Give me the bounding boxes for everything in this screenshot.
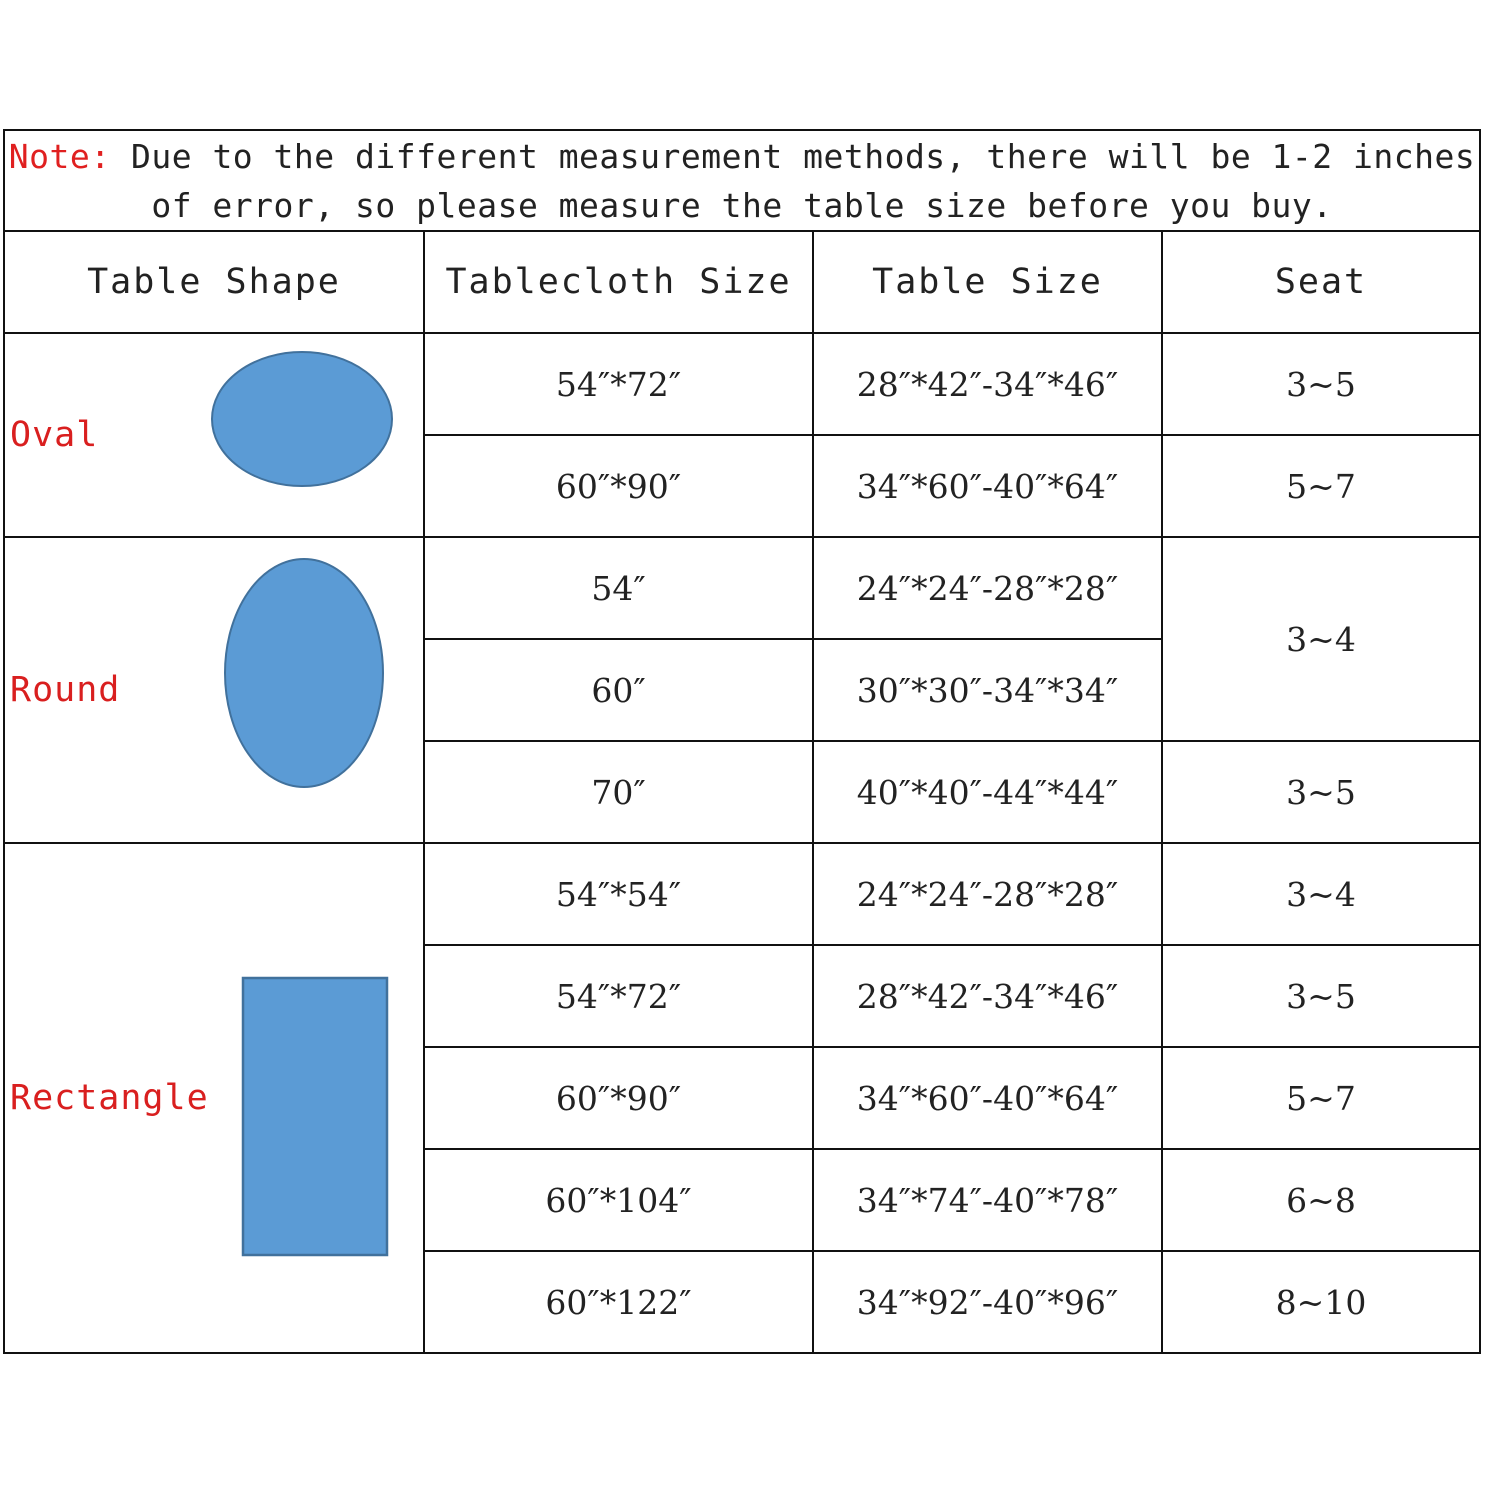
size-chart [3,129,1479,1352]
shape-name-oval: Oval [10,415,99,455]
table-size-cell: 34″*74″-40″*78″ [813,1149,1162,1251]
tablecloth-size-cell: 54″*72″ [424,945,813,1047]
header-table-size: Table Size [813,231,1162,333]
seat-cell: 3~4 [1162,537,1480,741]
round-shape-icon [222,556,386,790]
tablecloth-size-cell: 60″*90″ [424,435,813,537]
seat-cell: 6~8 [1162,1149,1480,1251]
seat-cell: 3~5 [1162,741,1480,843]
table-row [4,333,1480,435]
table-size-cell: 30″*30″-34″*34″ [813,639,1162,741]
shape-cell-rectangle [4,843,424,1353]
seat-cell: 3~5 [1162,333,1480,435]
header-tablecloth-size: Tablecloth Size [424,231,813,333]
seat-cell: 5~7 [1162,435,1480,537]
oval-shape-icon [209,349,395,489]
header-row [4,231,1480,333]
tablecloth-size-cell: 70″ [424,741,813,843]
note-label: Note: [8,136,111,176]
table-row [4,537,1480,639]
table-row [4,843,1480,945]
note-cell [4,130,1480,231]
tablecloth-size-cell: 54″ [424,537,813,639]
seat-cell: 5~7 [1162,1047,1480,1149]
table-size-cell: 34″*92″-40″*96″ [813,1251,1162,1353]
table-size-cell: 28″*42″-34″*46″ [813,333,1162,435]
header-seat: Seat [1162,231,1480,333]
note-row [4,130,1480,231]
seat-cell: 3~4 [1162,843,1480,945]
table-size-cell: 28″*42″-34″*46″ [813,945,1162,1047]
rectangle-shape-icon [241,976,389,1257]
size-table [3,129,1481,1354]
tablecloth-size-cell: 60″*122″ [424,1251,813,1353]
shape-name-round: Round [10,670,121,710]
note-text: Due to the different measurement methods, there will be 1-2 inches of error, so please measure the table size before you buy. [130,136,1476,225]
table-size-cell: 40″*40″-44″*44″ [813,741,1162,843]
seat-cell: 8~10 [1162,1251,1480,1353]
table-size-cell: 24″*24″-28″*28″ [813,537,1162,639]
shape-name-rectangle: Rectangle [10,1078,209,1118]
table-size-cell: 24″*24″-28″*28″ [813,843,1162,945]
tablecloth-size-cell: 60″ [424,639,813,741]
shape-cell-round [4,537,424,843]
tablecloth-size-cell: 60″*104″ [424,1149,813,1251]
header-table-shape: Table Shape [4,231,424,333]
seat-cell: 3~5 [1162,945,1480,1047]
table-size-cell: 34″*60″-40″*64″ [813,435,1162,537]
shape-cell-oval [4,333,424,537]
table-size-cell: 34″*60″-40″*64″ [813,1047,1162,1149]
tablecloth-size-cell: 54″*54″ [424,843,813,945]
tablecloth-size-cell: 54″*72″ [424,333,813,435]
tablecloth-size-cell: 60″*90″ [424,1047,813,1149]
